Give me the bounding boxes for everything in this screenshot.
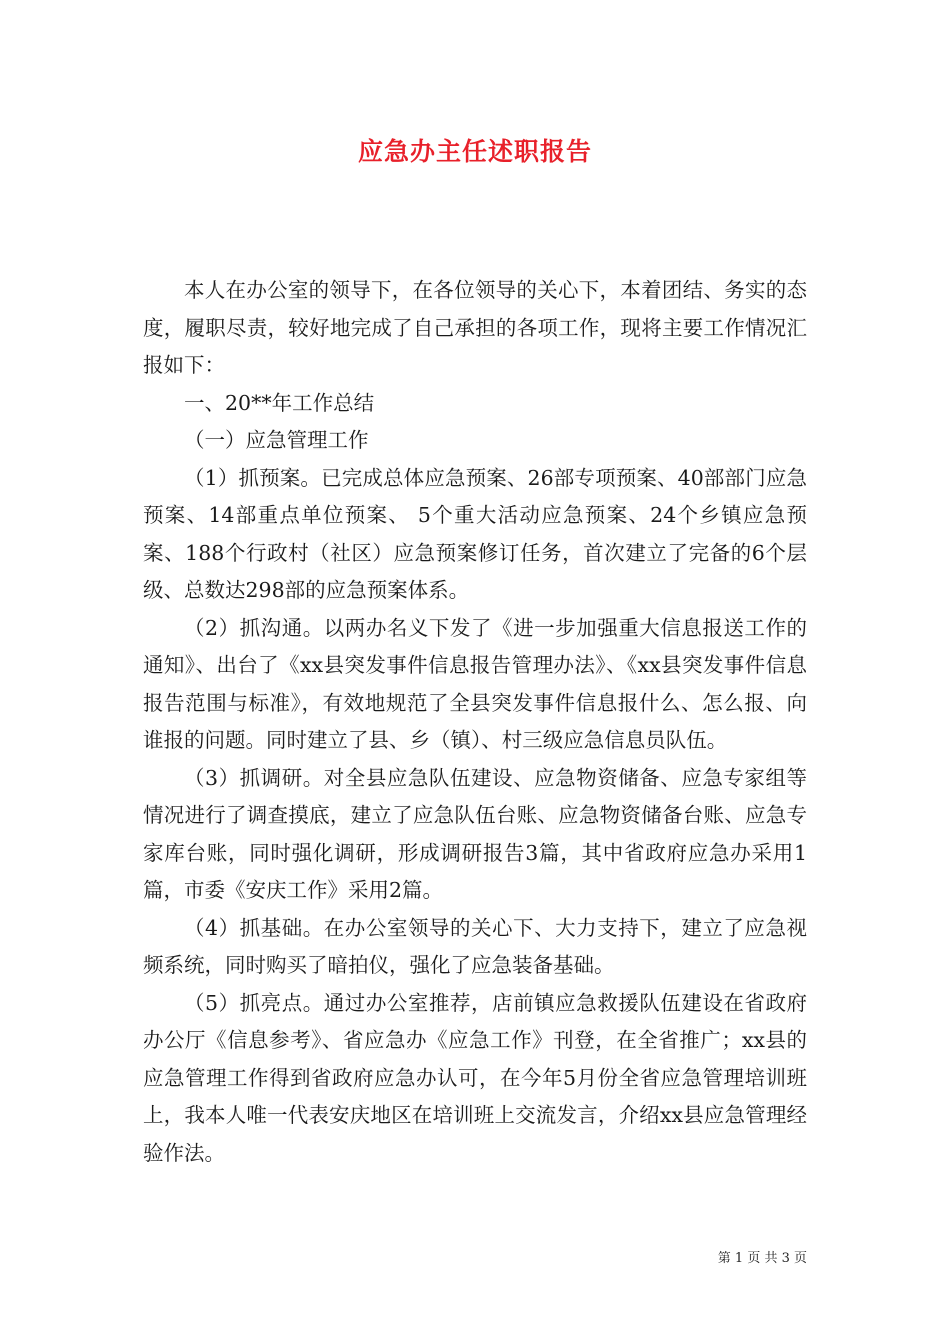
document-body <box>143 272 807 1172</box>
paragraph-item-5: （5）抓亮点。通过办公室推荐，店前镇应急救援队伍建设在省政府办公厅《信息参考》、省应急办《应急工作》刊登，在全省推广；xx县的应急管理工作得到省政府应急办认可，在今年5月份全省应急管理培训班上，我本人唯一代表安庆地区在培训班上交流发言，介绍xx县应急管理经验作法。 <box>143 990 807 1165</box>
heading-subsection-1: （一）应急管理工作 <box>184 428 369 452</box>
paragraph-item-1: （1）抓预案。已完成总体应急预案、26部专项预案、40部部门应急预案、14部重点单位预案、 5个重大活动应急预案、24个乡镇应急预案、188个行政村（社区）应急预案修订任务，首次建立了完备的6个层级、总数达298部的应急预案体系。 <box>143 465 807 602</box>
paragraph-item-2: （2）抓沟通。以两办名义下发了《进一步加强重大信息报送工作的通知》、出台了《xx县突发事件信息报告管理办法》、《xx县突发事件信息报告范围与标准》，有效地规范了全县突发事件信息报什么、怎么报、向谁报的问题。同时建立了县、乡（镇）、村三级应急信息员队伍。 <box>143 615 807 752</box>
paragraph-item-4: （4）抓基础。在办公室领导的关心下、大力支持下，建立了应急视频系统，同时购买了暗拍仪，强化了应急装备基础。 <box>143 915 807 977</box>
heading-section-1: 一、20**年工作总结 <box>184 390 375 415</box>
paragraph-intro: 本人在办公室的领导下，在各位领导的关心下，本着团结、务实的态度，履职尽责，较好地完成了自己承担的各项工作，现将主要工作情况汇报如下： <box>143 278 807 377</box>
paragraph-item-3: （3）抓调研。对全县应急队伍建设、应急物资储备、应急专家组等情况进行了调查摸底，建立了应急队伍台账、应急物资储备台账、应急专家库台账，同时强化调研，形成调研报告3篇，其中省政府应急办采用1篇，市委《安庆工作》采用2篇。 <box>143 765 807 902</box>
document-title: 应急办主任述职报告 <box>357 137 592 166</box>
page-number: 第 1 页 共 3 页 <box>717 1251 807 1266</box>
